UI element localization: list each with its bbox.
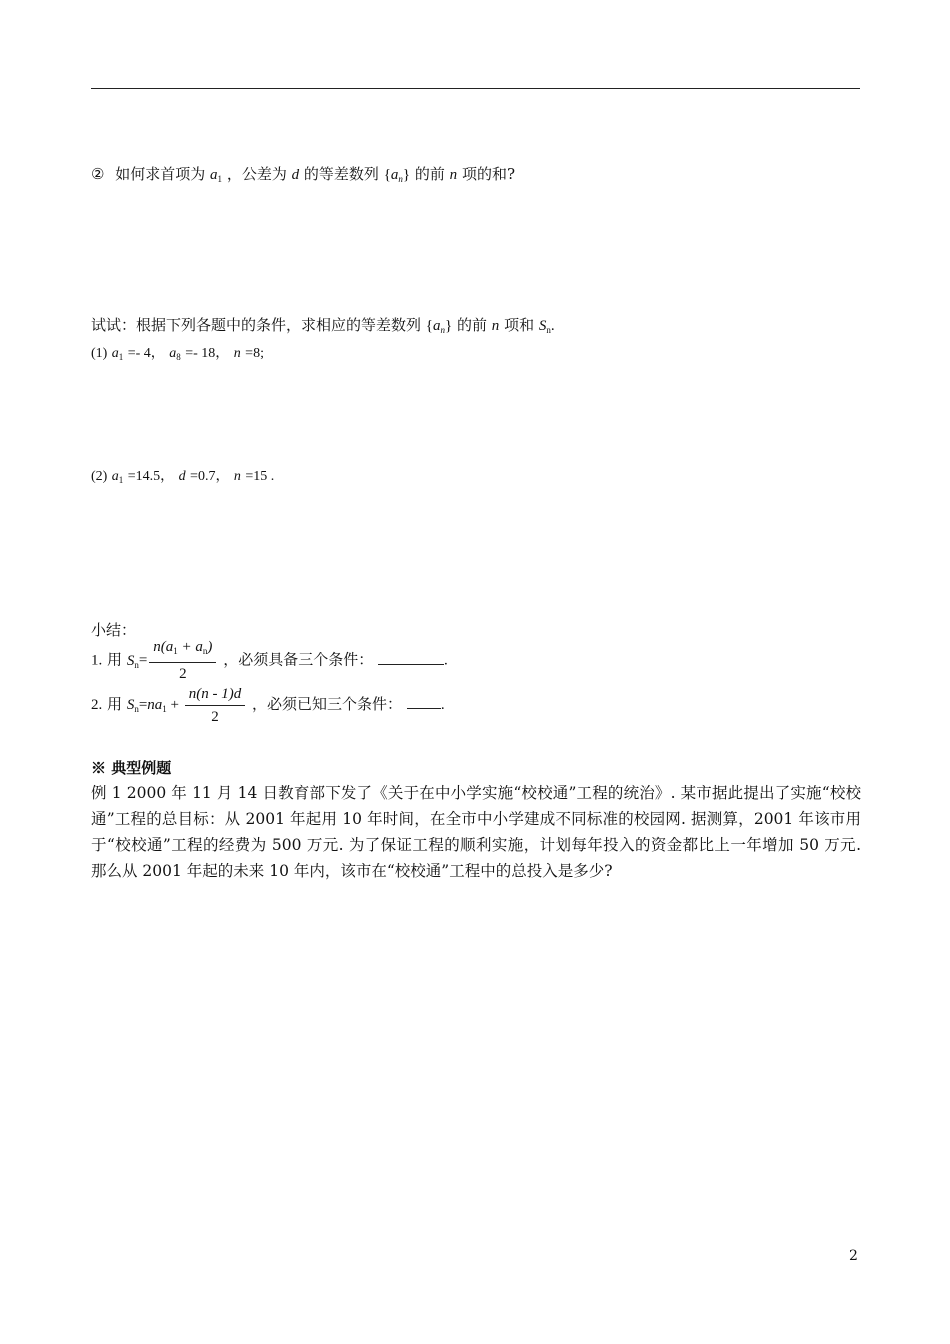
problem-2-number: (2) — [91, 469, 108, 484]
question-marker: ② — [91, 165, 105, 183]
formula-d: d — [178, 469, 186, 484]
formula-a1: $a_1$ — [210, 167, 223, 184]
try-text-1: 试试：根据下列各题中的条件，求相应的等差数列 — [91, 316, 422, 334]
formula-fraction-1: $\frac{n(a_1 + a_n)}{2}$ — [149, 638, 216, 683]
try-text-3: 项和 — [504, 316, 535, 334]
problem-1 — [91, 343, 264, 367]
summary-heading: 小结： — [91, 621, 137, 639]
question-text-4: 的前 — [414, 165, 445, 183]
formula-a1: $a_1$ — [111, 469, 124, 485]
problem-1-a8-value: =- 18， — [185, 346, 230, 361]
problem-1-number: (1) — [91, 346, 108, 361]
problem-1-a1-value: =- 4， — [127, 346, 165, 361]
problem-2-d-value: =0.7， — [190, 469, 230, 484]
formula-a8: $a_8$ — [169, 346, 181, 362]
formula-d: d — [291, 167, 300, 183]
problem-2-n-value: =15 . — [245, 469, 275, 484]
summary-item-1-pre: 用 — [107, 650, 123, 669]
formula-a1: $a_1$ — [111, 346, 124, 362]
formula-sn: $S_n$ — [126, 697, 139, 714]
formula-n: n — [233, 469, 241, 484]
question-text-1: 如何求首项为 — [115, 165, 206, 183]
formula-n: n — [491, 318, 500, 334]
summary-item-2-pre: 用 — [107, 695, 123, 713]
problem-1-n-value: =8; — [245, 346, 264, 361]
examples-heading: ※ 典型例题 — [91, 759, 172, 777]
page-number: 2 — [849, 1248, 858, 1264]
formula-n: n — [233, 346, 241, 361]
formula-sequence: $\{a_n\}$ — [425, 318, 453, 335]
problem-2 — [91, 466, 274, 490]
summary-item-1: 1. 用 $S_n=$ $\frac{n(a_1 + a_n)}{2}$ ，必须具备三个条件： . — [91, 639, 448, 682]
formula-sequence: $\{a_n\}$ — [383, 167, 411, 184]
example-1: 例 1 2000 年 11 月 14 日教育部下发了《关于在中小学实施“校校通”工程的统治》. 某市据此提出了实施“校校通”工程的总目标：从 2001 年起用 10 年时间，在全市中小学建成不同标准的校园网. 据测算，2001 年该市用于“校校通”工程的经费为 500 万元. 为了保证工程的顺利实施，计划每年投入的资金都比上一年增加 50 万元. 那么从 2001 年起的未来 10 年内，该市在“校校通”工程中的总投入是多少? — [91, 784, 861, 880]
question-2 — [91, 164, 515, 189]
try-text-2: 的前 — [456, 316, 487, 334]
formula-sn: $S_n$ — [538, 318, 551, 335]
summary-item-1-post: ，必须具备三个条件： — [223, 650, 374, 669]
try-prompt: 试试：根据下列各题中的条件，求相应的等差数列 $\{a_n\}$ 的前 n 项和 $S_n$. — [91, 316, 555, 335]
summary-item-1-end: . — [444, 652, 448, 669]
summary-item-2-end: . — [440, 697, 445, 713]
answer-blank-2[interactable] — [407, 694, 441, 709]
formula-fraction-2: $\frac{n(n - 1)d}{2}$ — [185, 685, 246, 726]
header-rule — [91, 88, 860, 89]
question-text-2: ，公差为 — [226, 165, 287, 183]
formula-n: n — [449, 167, 458, 183]
summary-item-1-number: 1. — [91, 652, 103, 669]
problem-2-a1-value: =14.5， — [127, 469, 175, 484]
summary-item-2: 2. 用 $S_n=na_1$ + $\frac{n(n - 1)d}{2}$ ，必须已知三个条件： . — [91, 685, 445, 725]
answer-blank-1[interactable] — [378, 650, 444, 665]
question-text-5: 项的和? — [461, 165, 515, 183]
summary-item-2-post: ，必须已知三个条件： — [252, 695, 403, 713]
summary-item-2-number: 2. — [91, 697, 103, 713]
formula-sn: $S_n$ — [126, 652, 139, 670]
question-text-3: 的等差数列 — [303, 165, 379, 183]
